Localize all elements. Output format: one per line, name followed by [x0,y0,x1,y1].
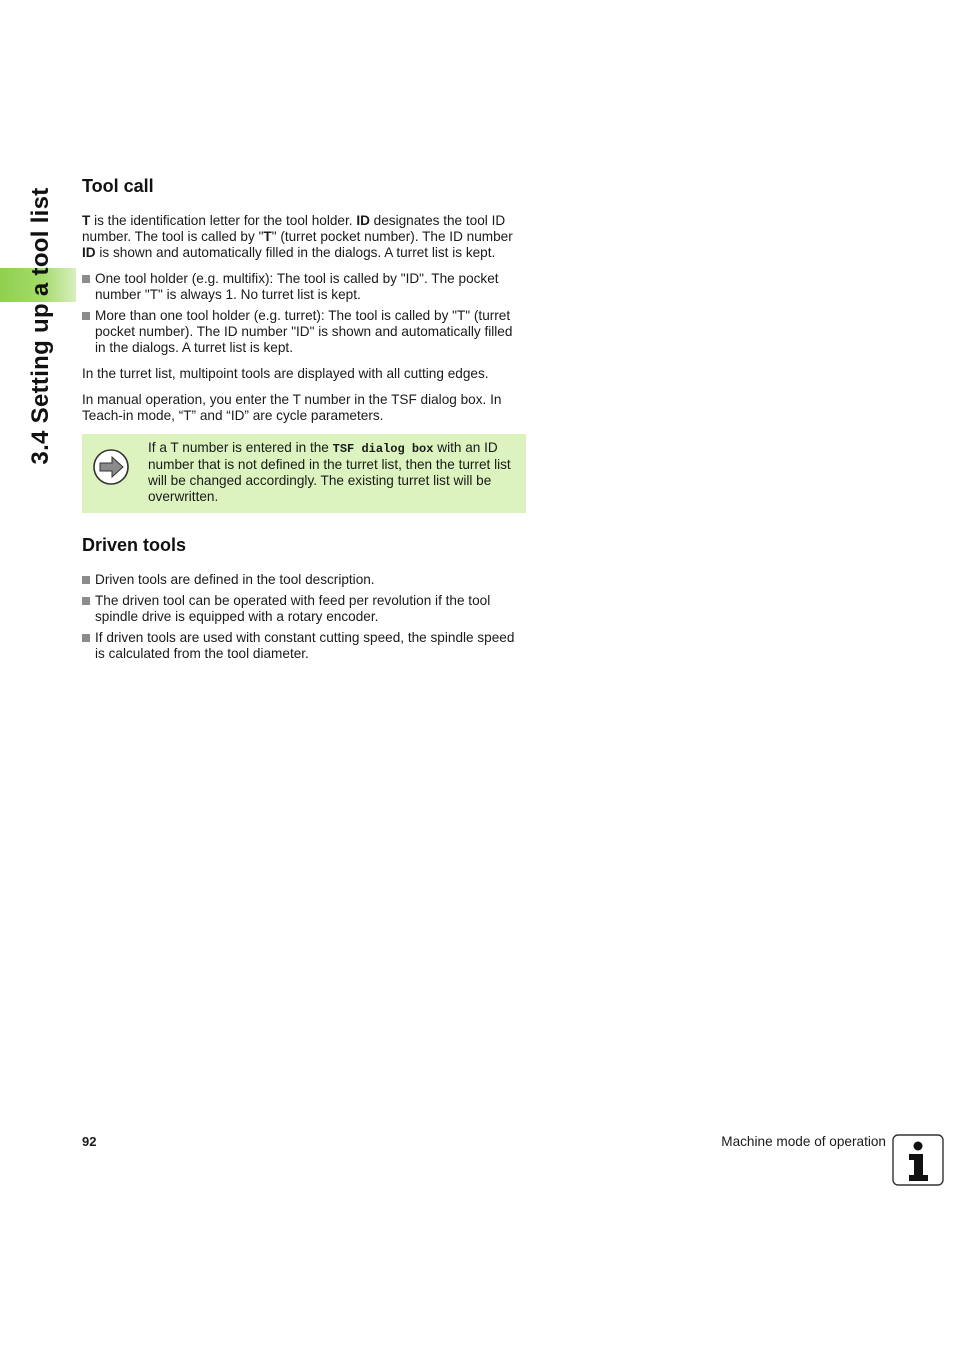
heading-driven-tools: Driven tools [82,535,187,555]
bullet-square-icon [82,275,90,283]
list-item: Driven tools are defined in the tool description. [82,572,526,588]
info-icon [892,1134,944,1191]
heading-tool-call: Tool call [82,176,154,196]
note-text: If a T number is entered in the TSF dialog box with an ID number that is not defined in the turret list, then the turret list will be changed accordingly. The existing turret list will be overwritten. [148,440,511,504]
bullet-square-icon [82,597,90,605]
term-id-number: ID [82,245,96,260]
list-item: If driven tools are used with constant cutting speed, the spindle speed is calculated from the tool diameter. [82,630,526,662]
page-number: 92 [82,1134,97,1149]
section-side-title: 3.4 Setting up a tool list [27,187,54,465]
main-content [82,176,526,667]
bullet-square-icon [82,634,90,642]
tool-call-intro: T is the identification letter for the tool holder. ID designates the tool ID number. The tool is called by "T" (turret pocket number). The ID number ID is shown and automatically filled in the dialogs. A turret list is kept. [82,213,513,260]
driven-tools-list [82,572,526,662]
term-id: ID [356,213,370,228]
term-t-quoted: T [263,229,272,244]
manual-operation-paragraph: In manual operation, you enter the T number in the TSF dialog box. In Teach-in mode, “T” and “ID” are cycle parameters. [82,392,502,423]
list-item: More than one tool holder (e.g. turret): The tool is called by "T" (turret pocket number). The ID number "ID" is shown and automatically filled in the dialogs. A turret list is kept. [82,308,526,356]
bullet-square-icon [82,576,90,584]
arrow-right-icon [92,448,130,491]
term-t: T [82,213,91,228]
code-tsf-dialog-box: TSF dialog box [332,442,434,456]
chapter-title: Machine mode of operation [721,1134,886,1149]
tool-call-list [82,271,526,356]
turret-list-paragraph: In the turret list, multipoint tools are displayed with all cutting edges. [82,366,489,381]
list-item: The driven tool can be operated with feed per revolution if the tool spindle drive is equipped with a rotary encoder. [82,593,526,625]
bullet-square-icon [82,312,90,320]
note-box [82,434,526,513]
list-item: One tool holder (e.g. multifix): The tool is called by "ID". The pocket number "T" is always 1. No turret list is kept. [82,271,526,303]
